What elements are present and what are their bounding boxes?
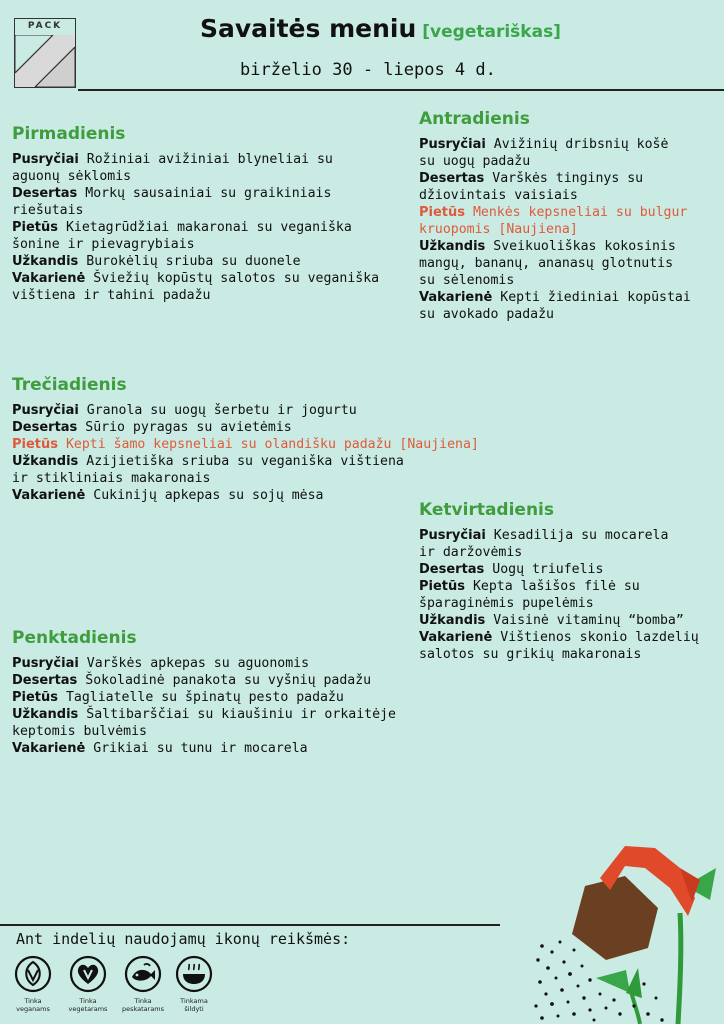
day-title: Trečiadienis: [12, 375, 127, 395]
meal-label: Užkandis: [12, 707, 79, 722]
meal-breakfast: [12, 402, 479, 419]
plant-illustration: [530, 838, 724, 1024]
meal-lunch-new: [12, 436, 479, 453]
meal-text: Kietagrūdžiai makaronai su veganiška šonine ir pievagrybiais: [12, 220, 352, 252]
meal-text: Uogų triufelis: [492, 562, 604, 577]
day-tuesday: [419, 109, 691, 323]
meal-text: Burokėlių sriuba su duonele: [86, 254, 301, 269]
meal-text: Grikiai su tunu ir mocarela: [93, 741, 308, 756]
meal-text: Tagliatelle su špinatų pesto padažu: [65, 690, 344, 705]
meal-label: Pietūs: [419, 579, 466, 594]
meal-dinner: [419, 629, 699, 663]
legend-item-heatable: [166, 955, 222, 1013]
meal-text: Morkų sausainiai su graikiniais riešutais: [12, 186, 332, 218]
vegan-leaf-icon: [14, 955, 52, 993]
meal-snack: [419, 238, 691, 289]
meal-breakfast: [12, 655, 396, 672]
meal-label: Užkandis: [12, 254, 79, 269]
meal-snack: [12, 453, 479, 487]
day-title: Pirmadienis: [12, 124, 126, 144]
meal-text: Šviežių kopūstų salotos su veganiška vištiena ir tahini padažu: [12, 271, 380, 303]
meal-label: Vakarienė: [12, 488, 86, 503]
meal-text: Varškės apkepas su aguonomis: [86, 656, 310, 671]
meal-dessert: [419, 170, 691, 204]
meal-snack: [419, 612, 699, 629]
footer-divider: [0, 924, 500, 926]
meal-text: Varškės tinginys su džiovintais vaisiais: [419, 171, 644, 203]
meal-text: Avižinių dribsnių košė su uogų padažu: [419, 137, 669, 169]
day-title: Penktadienis: [12, 628, 137, 648]
meal-text: Vištienos skonio lazdelių salotos su grikių makaronais: [419, 630, 699, 662]
meal-dinner: [12, 270, 379, 304]
meal-label: Vakarienė: [12, 271, 86, 286]
meal-dessert: [12, 672, 396, 689]
meal-dessert: [419, 561, 699, 578]
meal-dinner: [419, 289, 691, 323]
meal-lunch: [12, 689, 396, 706]
meal-label: Pusryčiai: [12, 656, 79, 671]
meal-label: Pusryčiai: [12, 403, 79, 418]
meal-label: Pietūs: [419, 205, 466, 220]
title-text: Savaitės meniu: [200, 14, 417, 43]
logo-mark-icon: [15, 35, 75, 87]
legend-item-vegetarian: [60, 955, 116, 1013]
meal-text: Kepti šamo kepsneliai su olandišku padažu [Naujiena]: [65, 437, 479, 452]
legend-label: Tinkama šildyti: [180, 997, 208, 1013]
meal-dessert: [12, 419, 479, 436]
meal-text: Cukinijų apkepas su sojų mėsa: [93, 488, 324, 503]
date-range: birželio 30 - liepos 4 d.: [240, 60, 496, 80]
header-divider: [78, 89, 724, 91]
meal-label: Desertas: [12, 186, 78, 201]
meal-label: Pusryčiai: [419, 528, 486, 543]
meal-breakfast: [12, 151, 379, 185]
legend-label: Tinka vegetarams: [68, 997, 108, 1013]
meal-text: Granola su uogų šerbetu ir jogurtu: [86, 403, 357, 418]
meal-lunch: [419, 578, 699, 612]
title-tag: [vegetariškas]: [422, 22, 561, 42]
meal-dinner: [12, 740, 396, 757]
meal-text: Azijietiška sriuba su veganiška vištiena ir stikliniais makaronais: [12, 454, 404, 486]
day-wednesday: [12, 375, 479, 504]
fish-icon: [124, 955, 162, 993]
meal-lunch: [12, 219, 379, 253]
meal-text: Kepta lašišos filė su šparaginėmis pupelėmis: [419, 579, 640, 611]
day-monday: [12, 124, 379, 304]
vegetarian-heart-icon: [69, 955, 107, 993]
logo-text: PACK: [27, 21, 63, 31]
meal-text: Kesadilija su mocarela ir daržovėmis: [419, 528, 669, 560]
meal-text: Menkės kepsneliai su bulgur kruopomis [Naujiena]: [419, 205, 688, 237]
meal-label: Užkandis: [419, 239, 486, 254]
meal-text: Sūrio pyragas su avietėmis: [85, 420, 292, 435]
legend-label: Tinka veganams: [16, 997, 50, 1013]
pack-logo: [14, 18, 76, 88]
meal-label: Užkandis: [419, 613, 486, 628]
legend-item-pescatarian: [115, 955, 171, 1013]
meal-text: Sveikuoliškas kokosinis mangų, bananų, ananasų glotnutis su sėlenomis: [419, 239, 676, 288]
meal-breakfast: [419, 527, 699, 561]
meal-text: Vaisinė vitaminų “bomba”: [493, 613, 684, 628]
legend-label: Tinka peskatarams: [121, 997, 165, 1013]
day-friday: [12, 628, 396, 757]
meal-dinner: [12, 487, 479, 504]
meal-label: Pietūs: [12, 690, 59, 705]
meal-lunch-new: [419, 204, 691, 238]
meal-breakfast: [419, 136, 691, 170]
meal-text: Šokoladinė panakota su vyšnių padažu: [85, 673, 372, 688]
day-title: Antradienis: [419, 109, 530, 129]
meal-snack: [12, 706, 396, 740]
meal-label: Pusryčiai: [12, 152, 79, 167]
page-title: [200, 14, 561, 43]
meal-label: Desertas: [419, 171, 485, 186]
meal-label: Pietūs: [12, 437, 59, 452]
heating-bowl-icon: [175, 955, 213, 993]
meal-text: Kepti žiediniai kopūstai su avokado padažu: [419, 290, 691, 322]
meal-dessert: [12, 185, 379, 219]
day-title: Ketvirtadienis: [419, 500, 554, 520]
meal-label: Desertas: [12, 673, 78, 688]
legend-title: Ant indelių naudojamų ikonų reikšmės:: [16, 930, 351, 948]
meal-label: Pusryčiai: [419, 137, 486, 152]
meal-label: Pietūs: [12, 220, 59, 235]
meal-label: Vakarienė: [12, 741, 86, 756]
meal-text: Rožiniai avižiniai blyneliai su aguonų sėklomis: [12, 152, 333, 184]
meal-label: Desertas: [12, 420, 78, 435]
meal-label: Desertas: [419, 562, 485, 577]
meal-label: Vakarienė: [419, 630, 493, 645]
meal-snack: [12, 253, 379, 270]
meal-label: Vakarienė: [419, 290, 493, 305]
legend-item-vegan: [5, 955, 61, 1013]
day-thursday: [419, 500, 699, 663]
meal-text: Šaltibarščiai su kiaušiniu ir orkaitėje keptomis bulvėmis: [12, 707, 396, 739]
meal-label: Užkandis: [12, 454, 79, 469]
